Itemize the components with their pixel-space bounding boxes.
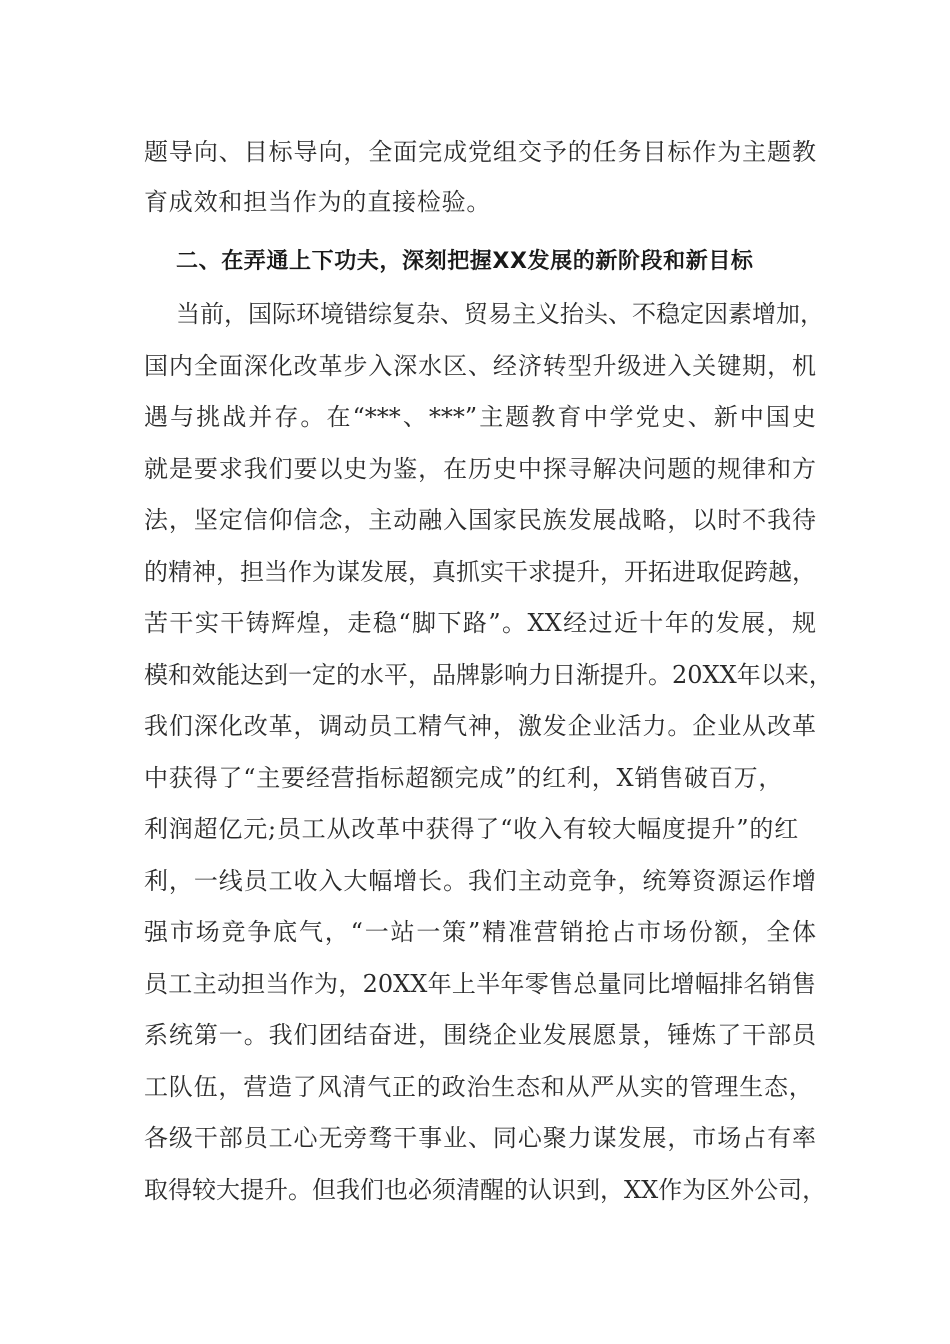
body-text-line: 育成效和担当作为的直接检验。 bbox=[144, 188, 492, 216]
paragraph-line: 遇与挑战并存。在“***、***”主题教育中学党史、新中国史 bbox=[144, 403, 816, 431]
paragraph-line: 中获得了“主要经营指标超额完成”的红利，X销售破百万， bbox=[144, 764, 784, 792]
paragraph-line: 利润超亿元;员工从改革中获得了“收入有较大幅度提升”的红 bbox=[144, 815, 800, 843]
paragraph-line: 各级干部员工心无旁骛干事业、同心聚力谋发展，市场占有率 bbox=[144, 1124, 816, 1152]
section-heading: 二、在弄通上下功夫，深刻把握XX发展的新阶段和新目标 bbox=[176, 249, 754, 274]
paragraph-line: 我们深化改革，调动员工精气神，激发企业活力。企业从改革 bbox=[144, 712, 816, 740]
paragraph-line: 就是要求我们要以史为鉴，在历史中探寻解决问题的规律和方 bbox=[144, 455, 816, 483]
paragraph-line: 系统第一。我们团结奋进，围绕企业发展愿景，锤炼了干部员 bbox=[144, 1021, 816, 1049]
paragraph-line: 工队伍，营造了风清气正的政治生态和从严从实的管理生态， bbox=[144, 1073, 814, 1101]
paragraph-line: 利，一线员工收入大幅增长。我们主动竞争，统筹资源运作增 bbox=[144, 867, 816, 895]
paragraph-line: 员工主动担当作为，20XX年上半年零售总量同比增幅排名销售 bbox=[144, 970, 816, 998]
paragraph-line: 苦干实干铸辉煌，走稳“脚下路”。XX经过近十年的发展，规 bbox=[144, 609, 816, 637]
paragraph-line: 模和效能达到一定的水平，品牌影响力日渐提升。20XX年以来， bbox=[144, 661, 833, 689]
paragraph-line: 法，坚定信仰信念，主动融入国家民族发展战略，以时不我待 bbox=[144, 506, 816, 534]
paragraph-line: 国内全面深化改革步入深水区、经济转型升级进入关键期，机 bbox=[144, 352, 816, 380]
paragraph-line: 取得较大提升。但我们也必须清醒的认识到，XX作为区外公司， bbox=[144, 1176, 827, 1204]
body-text-line: 题导向、目标导向，全面完成党组交予的任务目标作为主题教 bbox=[144, 138, 816, 166]
paragraph-line: 的精神，担当作为谋发展，真抓实干求提升，开拓进取促跨越， bbox=[144, 558, 816, 586]
paragraph-line: 当前，国际环境错综复杂、贸易主义抬头、不稳定因素增加， bbox=[176, 300, 824, 328]
paragraph-line: 强市场竞争底气，“一站一策”精准营销抢占市场份额，全体 bbox=[144, 918, 816, 946]
